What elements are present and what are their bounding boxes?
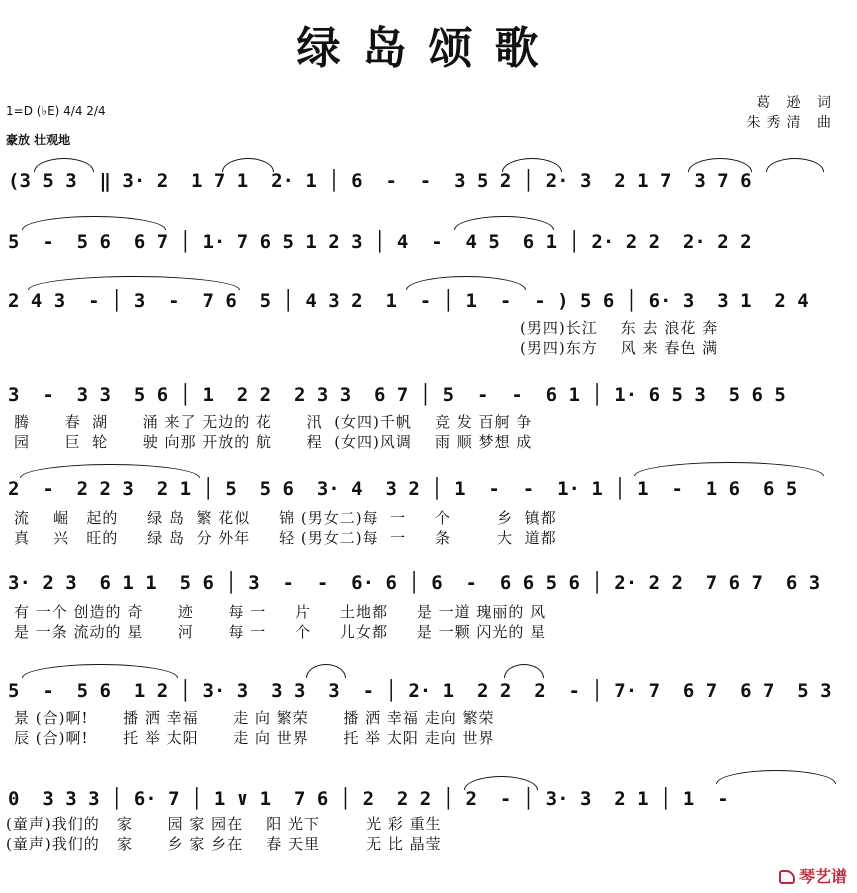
slur xyxy=(464,776,538,790)
lyricist-credit: 葛 逊 词 xyxy=(756,95,837,111)
lyric-verse-1: 流 崛 起的 绿 岛 繁 花似 锦 (男女二)每 一 个 乡 镇都 xyxy=(14,509,557,527)
song-title: 绿岛颂歌 xyxy=(296,23,561,74)
notation-line: 0 3 3 3 │ 6· 7 │ 1 ∨ 1 7 6 │ 2 2 2 │ 2 - │ 3· 3 2 1 │ 1 - xyxy=(8,788,729,810)
notation-line: 2 - 2 2 3 2 1 │ 5 5 6 3· 4 3 2 │ 1 - - 1· 1 │ 1 - 1 6 6 5 xyxy=(8,478,798,500)
slur xyxy=(22,216,166,230)
lyric-verse-1: 景 (合)啊! 播 洒 幸福 走 向 繁荣 播 洒 幸福 走向 繁荣 xyxy=(14,709,495,727)
lyric-verse-2: 是 一条 流动的 星 河 每 一 个 儿女都 是 一颗 闪光的 星 xyxy=(14,623,547,641)
triplet-slur xyxy=(766,158,824,172)
lyric-verse-1: (童声)我们的 家 园 家 园在 阳 光下 光 彩 重生 xyxy=(6,815,442,833)
slur xyxy=(454,216,554,230)
lyric-verse-1: 腾 春 湖 涌 来了 无边的 花 汛 (女四)千帆 竞 发 百舸 争 xyxy=(14,413,533,431)
slur xyxy=(306,664,346,678)
triplet-slur xyxy=(34,158,94,172)
lyric-verse-2: (童声)我们的 家 乡 家 乡在 春 天里 无 比 晶莹 xyxy=(6,835,442,853)
slur xyxy=(716,770,836,784)
key-signature: 1=D (♭E) 4/4 2/4 xyxy=(6,104,106,118)
notation-line: (3 5 3 ‖ 3· 2 1 7 1 2· 1 │ 6 - - 3 5 2 │ 2· 3 2 1 7 3 7 6 xyxy=(8,170,752,192)
logo-icon xyxy=(779,870,795,884)
lyric-verse-2: 辰 (合)啊! 托 举 太阳 走 向 世界 托 举 太阳 走向 世界 xyxy=(14,729,495,747)
lyric-verse-2: 园 巨 轮 驶 向那 开放的 航 程 (女四)风调 雨 顺 梦想 成 xyxy=(14,433,533,451)
lyric-verse-2: (男四)东方 风 来 春色 满 xyxy=(520,339,719,357)
notation-line: 5 - 5 6 6 7 │ 1· 7 6 5 1 2 3 │ 4 - 4 5 6 1 │ 2· 2 2 2· 2 2 xyxy=(8,231,752,253)
composer-credit: 朱秀清 曲 xyxy=(746,115,837,131)
slur xyxy=(28,276,240,290)
slur xyxy=(504,664,544,678)
notation-line: 3· 2 3 6 1 1 5 6 │ 3 - - 6· 6 │ 6 - 6 6 5 6 │ 2· 2 2 7 6 7 6 3 xyxy=(8,572,821,594)
lyric-verse-1: 有 一个 创造的 奇 迹 每 一 片 土地都 是 一道 瑰丽的 风 xyxy=(14,603,547,621)
notation-line: 5 - 5 6 1 2 │ 3· 3 3 3 3 - │ 2· 1 2 2 2 - │ 7· 7 6 7 6 7 5 3 xyxy=(8,680,832,702)
notation-line: 3 - 3 3 5 6 │ 1 2 2 2 3 3 6 7 │ 5 - - 6 1 │ 1· 6 5 3 5 6 5 xyxy=(8,384,786,406)
triplet-slur xyxy=(222,158,274,172)
slur xyxy=(406,276,526,290)
triplet-slur xyxy=(502,158,562,172)
triplet-slur xyxy=(688,158,752,172)
lyric-verse-1: (男四)长江 东 去 浪花 奔 xyxy=(520,319,719,337)
slur xyxy=(22,664,178,678)
slur xyxy=(20,464,200,478)
watermark-text: 琴艺谱 xyxy=(798,867,847,886)
tempo-marking: 豪放 壮观地 xyxy=(6,133,71,147)
notation-line: 2 4 3 - │ 3 - 7 6 5 │ 4 3 2 1 - │ 1 - - ) 5 6 │ 6· 3 3 1 2 4 xyxy=(8,290,809,312)
slur xyxy=(634,462,824,476)
watermark-logo xyxy=(779,864,847,887)
lyric-verse-2: 真 兴 旺的 绿 岛 分 外年 轻 (男女二)每 一 条 大 道都 xyxy=(14,529,557,547)
